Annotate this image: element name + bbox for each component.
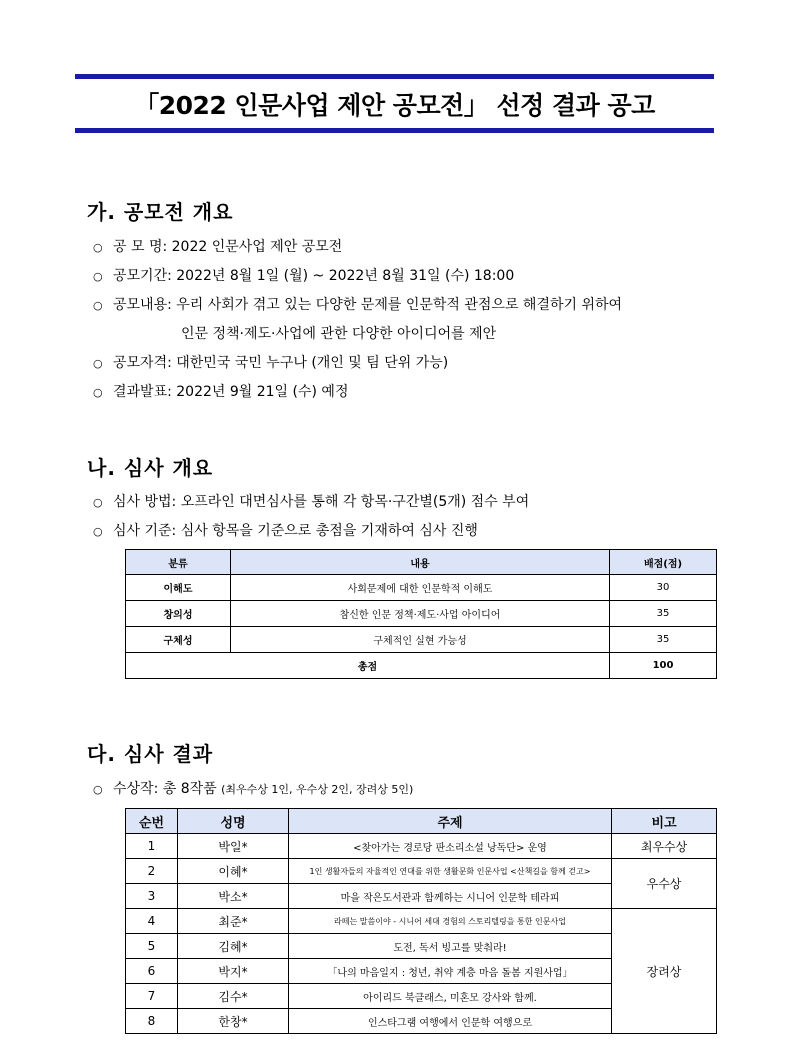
column-header: 분류	[126, 550, 231, 575]
column-header: 주제	[289, 809, 612, 834]
title-top-rule	[75, 74, 714, 79]
table-row: 5 김혜* 도전, 독서 빙고를 맞춰라!	[126, 934, 717, 959]
table-row: 이해도 사회문제에 대한 인문학적 이해도 30	[126, 575, 717, 601]
award-cell: 최우수상	[612, 834, 717, 859]
list-item: ○ 공 모 명: 2022 인문사업 제안 공모전	[93, 239, 343, 255]
criteria-table	[125, 549, 717, 679]
section-heading-overview: 가. 공모전 개요	[87, 200, 234, 224]
total-value: 100	[610, 653, 717, 679]
table-row: 7 김수* 아이리드 북클래스, 미혼모 강사와 함께.	[126, 984, 717, 1009]
list-item: ○ 공모내용: 우리 사회가 겪고 있는 다양한 문제를 인문학적 관점으로 해결하기 위하여	[93, 297, 623, 313]
column-header: 배점(점)	[610, 550, 717, 575]
table-row: 4 최준* 라떼는 말씀이야 - 시니어 세대 경험의 스토리텔링을 통한 인문사업 장려상	[126, 909, 717, 934]
table-row: 8 한창* 인스타그램 여행에서 인문학 여행으로	[126, 1009, 717, 1034]
results-table	[125, 808, 717, 1034]
table-row: 6 박지* 「나의 마음일지 : 청년, 취약 계층 마음 돌봄 지원사업」	[126, 959, 717, 984]
total-label: 총점	[126, 653, 610, 679]
title-bottom-rule	[75, 128, 714, 133]
list-item: ○ 수상작: 총 8작품 (최우수상 1인, 우수상 2인, 장려상 5인)	[93, 781, 414, 797]
column-header: 내용	[231, 550, 610, 575]
table-row: 3 박소* 마을 작은도서관과 함께하는 시니어 인문학 테라피	[126, 884, 717, 909]
page-title: 「2022 인문사업 제안 공모전」 선정 결과 공고	[134, 91, 655, 120]
section-heading-results: 다. 심사 결과	[87, 742, 214, 766]
column-header: 비고	[612, 809, 717, 834]
table-total-row	[126, 653, 717, 679]
award-cell: 우수상	[612, 859, 717, 909]
column-header: 성명	[178, 809, 289, 834]
list-item: ○ 공모자격: 대한민국 국민 누구나 (개인 및 팀 단위 가능)	[93, 355, 449, 371]
column-header: 순번	[126, 809, 178, 834]
list-item: ○ 공모기간: 2022년 8월 1일 (월) ~ 2022년 8월 31일 (수) 18:00	[93, 268, 515, 284]
table-row: 구체성 구체적인 실현 가능성 35	[126, 627, 717, 653]
award-note: (최우수상 1인, 우수상 2인, 장려상 5인)	[221, 783, 414, 796]
table-row: 1 박일* <찾아가는 경로당 판소리소설 낭독단> 운영 최우수상	[126, 834, 717, 859]
table-row: 창의성 참신한 인문 정책·제도·사업 아이디어 35	[126, 601, 717, 627]
list-item: ○ 심사 기준: 심사 항목을 기준으로 총점을 기재하여 심사 진행	[93, 523, 478, 539]
list-item-continuation: 인문 정책·제도·사업에 관한 다양한 아이디어를 제안	[181, 326, 497, 342]
section-heading-review: 나. 심사 개요	[87, 456, 214, 480]
award-cell: 장려상	[612, 909, 717, 1034]
list-item: ○ 심사 방법: 오프라인 대면심사를 통해 각 항목·구간별(5개) 점수 부여	[93, 494, 530, 510]
table-row: 2 이혜* 1인 생활자들의 자율적인 연대를 위한 생활문화 인문사업 <산책길을 함께 걷고> 우수상	[126, 859, 717, 884]
list-item: ○ 결과발표: 2022년 9월 21일 (수) 예정	[93, 384, 349, 400]
